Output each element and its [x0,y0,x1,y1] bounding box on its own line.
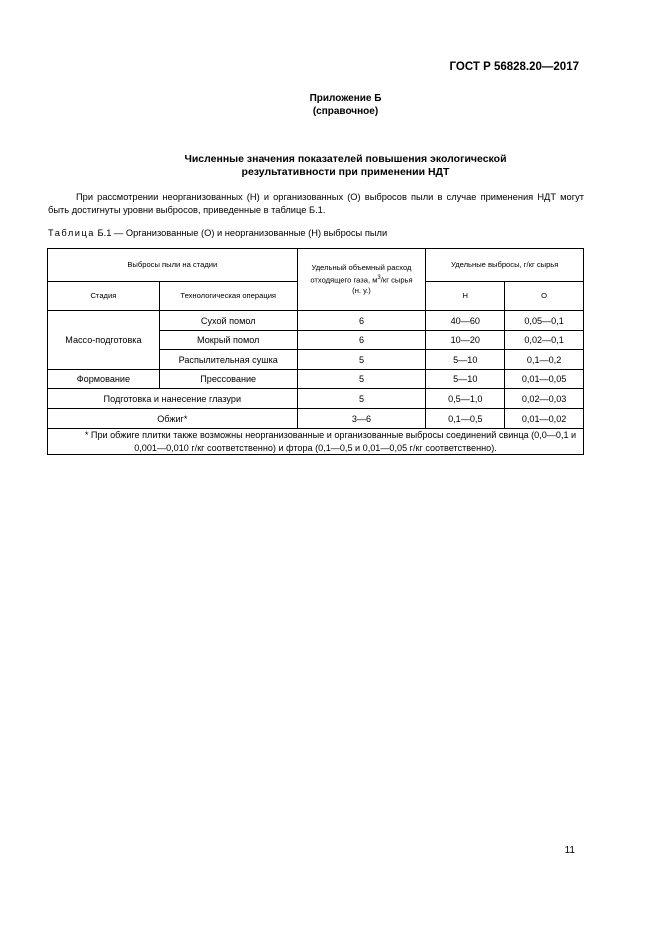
cell-o: 0,01—0,05 [505,370,584,389]
standard-number: ГОСТ Р 56828.20—2017 [449,61,579,73]
cell-volume: 6 [297,311,426,331]
cell-operation: Прессование [159,370,297,389]
header-o: О [505,282,584,311]
document-title [0,153,661,179]
table-row [48,311,584,331]
cell-stage: Подготовка и нанесение глазури [48,389,298,409]
header-gas-volume-text: Удельный объемный расход отходящего газа, [310,263,412,285]
appendix-heading [0,92,661,118]
header-h: Н [426,282,505,311]
cell-h: 40—60 [426,311,505,331]
cell-stage: Обжиг* [48,409,298,429]
header-operation: Технологическая операция [159,282,297,311]
header-stage: Стадия [48,282,160,311]
cell-stage: Формование [48,370,160,389]
table-row [48,389,584,409]
cell-h: 0,5—1,0 [426,389,505,409]
cell-stage: Массо-подготовка [48,311,160,370]
table-footnote-row [48,429,584,455]
table-header-row-1 [48,249,584,282]
cell-o: 0,01—0,02 [505,409,584,429]
cell-operation: Мокрый помол [159,331,297,350]
cell-o: 0,02—0,1 [505,331,584,350]
header-gas-volume-unit-exp: 3 [377,275,381,282]
appendix-title: Приложение Б [309,93,382,104]
cell-volume: 5 [297,370,426,389]
intro-paragraph: При рассмотрении неорганизованных (Н) и организованных (О) выбросов пыли в случае применения НДТ могут быть достигнуты уровни выбросов, приведенные в таблице Б.1. [48,192,584,215]
header-gas-volume-unit-m: м [372,275,378,285]
cell-o: 0,1—0,2 [505,350,584,370]
cell-h: 0,1—0,5 [426,409,505,429]
table-row [48,409,584,429]
header-emissions-stage: Выбросы пыли на стадии [48,249,298,282]
cell-h: 10—20 [426,331,505,350]
table-footnote-text: * При обжиге плитки также возможны неорганизованные и организованные выбросы соединений свинца (0,0—0,1 и 0,001—0,010 г/кг соответственно) и фтора (0,1—0,5 и 0,01—0,05 г/кг соответственно). [84,430,577,453]
cell-operation: Распылительная сушка [159,350,297,370]
cell-volume: 5 [297,389,426,409]
cell-h: 5—10 [426,370,505,389]
document-title-line-2: результативности при применении НДТ [241,166,450,178]
cell-volume: 6 [297,331,426,350]
page-number: 11 [564,845,575,856]
cell-o: 0,02—0,03 [505,389,584,409]
cell-volume: 3—6 [297,409,426,429]
cell-operation: Сухой помол [159,311,297,331]
document-title-line-1: Численные значения показателей повышения экологической [184,153,507,165]
header-specific-emissions: Удельные выбросы, г/кг сырья [426,249,584,282]
table-row [48,370,584,389]
emissions-table [47,248,584,455]
cell-h: 5—10 [426,350,505,370]
table-caption [48,228,387,238]
appendix-subtitle: (справочное) [312,106,379,117]
table-caption-label: Таблица [48,228,95,238]
cell-o: 0,05—0,1 [505,311,584,331]
cell-volume: 5 [297,350,426,370]
header-gas-volume-unit-rest: /кг сырья (н. у.) [352,275,413,295]
table-footnote [48,429,584,455]
table-caption-text: Б.1 — Организованные (О) и неорганизованные (Н) выбросы пыли [97,228,388,238]
header-gas-volume [297,249,426,311]
